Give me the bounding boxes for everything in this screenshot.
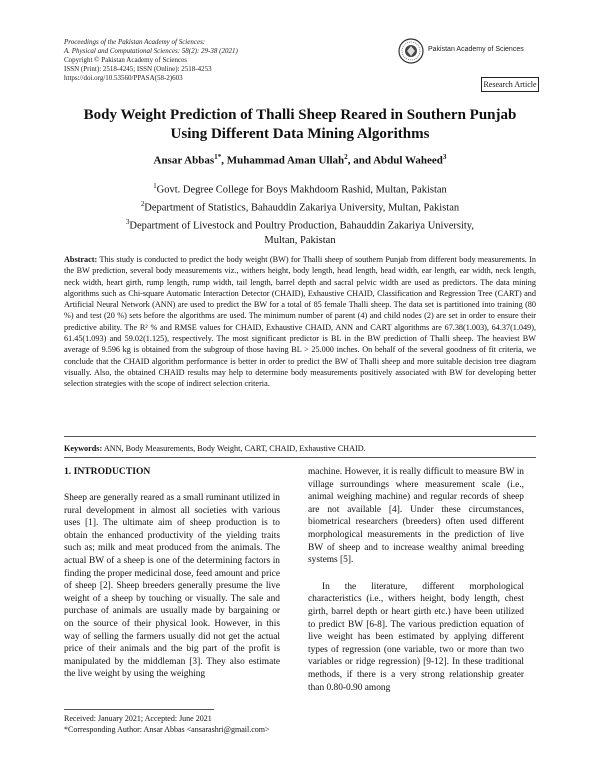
author-1-sup: 1*: [214, 153, 222, 161]
paragraph: Sheep are generally reared as a small ruminant utilized in rural development in almost all societies with various uses [1]. The ultimate aim of sheep production is to obtain the enhanced productivity of the yielding traits such as; milk and meat produced from the animals. The actual BW of a sheep is one of the determining factors in finding the proper medicinal dose, feed amount and price of sheep [2]. Sheep breeders generally presume the live weight of a sheep by touching or visually. The sale and purchase of animals are usually made by bargaining or on the source of their physical look. However, in this way of selling the farmers usually did not get the actual price of their animals and the big part of the profit is manipulated by the middleman [3]. They also estimate the live weight by using the weighing: [64, 493, 280, 680]
affiliations: [60, 180, 540, 249]
divider: [64, 436, 536, 437]
section-heading: 1. INTRODUCTION: [64, 466, 151, 477]
journal-header: [64, 38, 364, 83]
divider: [64, 457, 536, 458]
affiliation-2: $^2$Department of Statistics, Bahauddin Zakariya University, Multan, Pakistan: [140, 201, 460, 214]
issn-line: ISSN (Print): 2518-4245; ISSN (Online): 2518-4253: [64, 65, 212, 73]
author-list: Ansar Abbas$^{1*}$, Muhammad Aman Ullah$^2$, and Abdul Waheed$^3$: [153, 153, 447, 167]
paragraph: In the literature, different morphological characteristics (i.e., withers height, body length, chest girth, barrel depth or heart girth etc.) have been utilized to predict BW [6-8]. The various prediction equation of live weight has been estimated by applying different types of regression (one variable, two or more than two variables or ridge regression) [9-12]. In these traditional methods, if there is a very strong relationship greater than 0.80-0.90 among: [308, 581, 524, 693]
column-left: [64, 466, 280, 693]
academy-seal-icon: [398, 38, 424, 64]
corresponding-author: *Corresponding Author: Ansar Abbas <ansarashri@gmail.com>: [64, 724, 270, 734]
title-line-1: Body Weight Prediction of Thalli Sheep Reared in Southern Punjab: [83, 107, 517, 123]
footnote: [64, 714, 464, 735]
doi-link[interactable]: https://doi.org/10.53560/PPASA(58-2)603: [64, 74, 183, 82]
author-1: Ansar Abbas: [153, 154, 215, 167]
paragraph: machine. However, it is really difficult to measure BW in village surroundings where measurement scale (i.e., animal weighing machine) and regular records of sheep are not available [4]. Under these circumstances, biometrical researchers (breeders) often used different morphological measurements in the prediction of live BW of sheep and to increase wealthy animal breeding systems [5].: [308, 467, 524, 566]
society-name: Pakistan Academy of Sciences: [428, 46, 524, 53]
keywords-label: Keywords:: [64, 444, 103, 453]
affiliation-3-city: Multan, Pakistan: [264, 235, 336, 246]
keywords-text: ANN, Body Measurements, Body Weight, CART, CHAID, Exhaustive CHAID.: [103, 444, 366, 453]
column-right: [308, 466, 524, 706]
received-date: Received: January 2021; Accepted: June 2021: [64, 714, 212, 723]
journal-name: Proceedings of the Pakistan Academy of Sciences:: [64, 38, 206, 46]
author-2: Muhammad Aman Ullah: [226, 154, 345, 167]
abstract-label: Abstract:: [64, 255, 98, 264]
paper-title: [60, 106, 540, 144]
affiliation-1: $^1$Govt. Degree College for Boys Makhdoom Rashid, Multan, Pakistan: [153, 183, 447, 196]
title-line-2: Using Different Data Mining Algorithms: [170, 126, 430, 142]
abstract-text: This study is conducted to predict the body weight (BW) for Thalli sheep of southern Punjab from different body measurements. In the BW prediction, several body measurements viz., withers height, body length, head length, head width, ear length, ear width, neck length, neck width, heart girth, rump length, rump width, tail length, barrel depth and sacral pelvic width are used as predictors. The data mining algorithms such as Chi-square Automatic Interaction Detector (CHAID), Exhaustive CHAID, Classification and Regression Tree (CART) and Artificial Neural Network (ANN) are used to predict the BW for a total of 85 female Thalli sheep. The data set is partitioned into training (80 %) and test (20 %) sets before the algorithms are used. The minimum number of parent (4) and child nodes (2) are set in order to ensure their predictive ability. The R² % and RMSE values for CHAID, Exhaustive CHAID, ANN and CART algorithms are 67.38(1.003), 64.37(1.049), 61.45(1.093) and 59.02(1.125), respectively. The most significant predictor is BL in the BW prediction of Thalli sheep. The heaviest BW average of 9.596 kg is obtained from the subgroup of those having BL > 25.000 inches. On behalf of the several goodness of fit criteria, we conclude that the CHAID algorithm performance is better in order to predict the BW of Thalli sheep and more suitable decision tree diagram visually. Also, the obtained CHAID results may help to determine body measurements positively associated with BW for developing better selection strategies with the scope of indirect selection criteria.: [64, 255, 536, 389]
journal-volume: A. Physical and Computational Sciences: 58(2): 29-38 (2021): [64, 47, 238, 55]
affiliation-3: $^3$Department of Livestock and Poultry Production, Bahauddin Zakariya University,: [126, 219, 474, 232]
article-type-badge: Research Article: [481, 77, 539, 92]
footnote-divider: [64, 709, 214, 710]
keywords: [64, 443, 536, 454]
author-2-sup: 2: [344, 153, 348, 161]
copyright-line: Copyright © Pakistan Academy of Sciences: [64, 56, 187, 64]
author-3-sup: 3: [442, 153, 447, 161]
author-3: and Abdul Waheed: [353, 154, 443, 167]
abstract: [64, 254, 536, 390]
